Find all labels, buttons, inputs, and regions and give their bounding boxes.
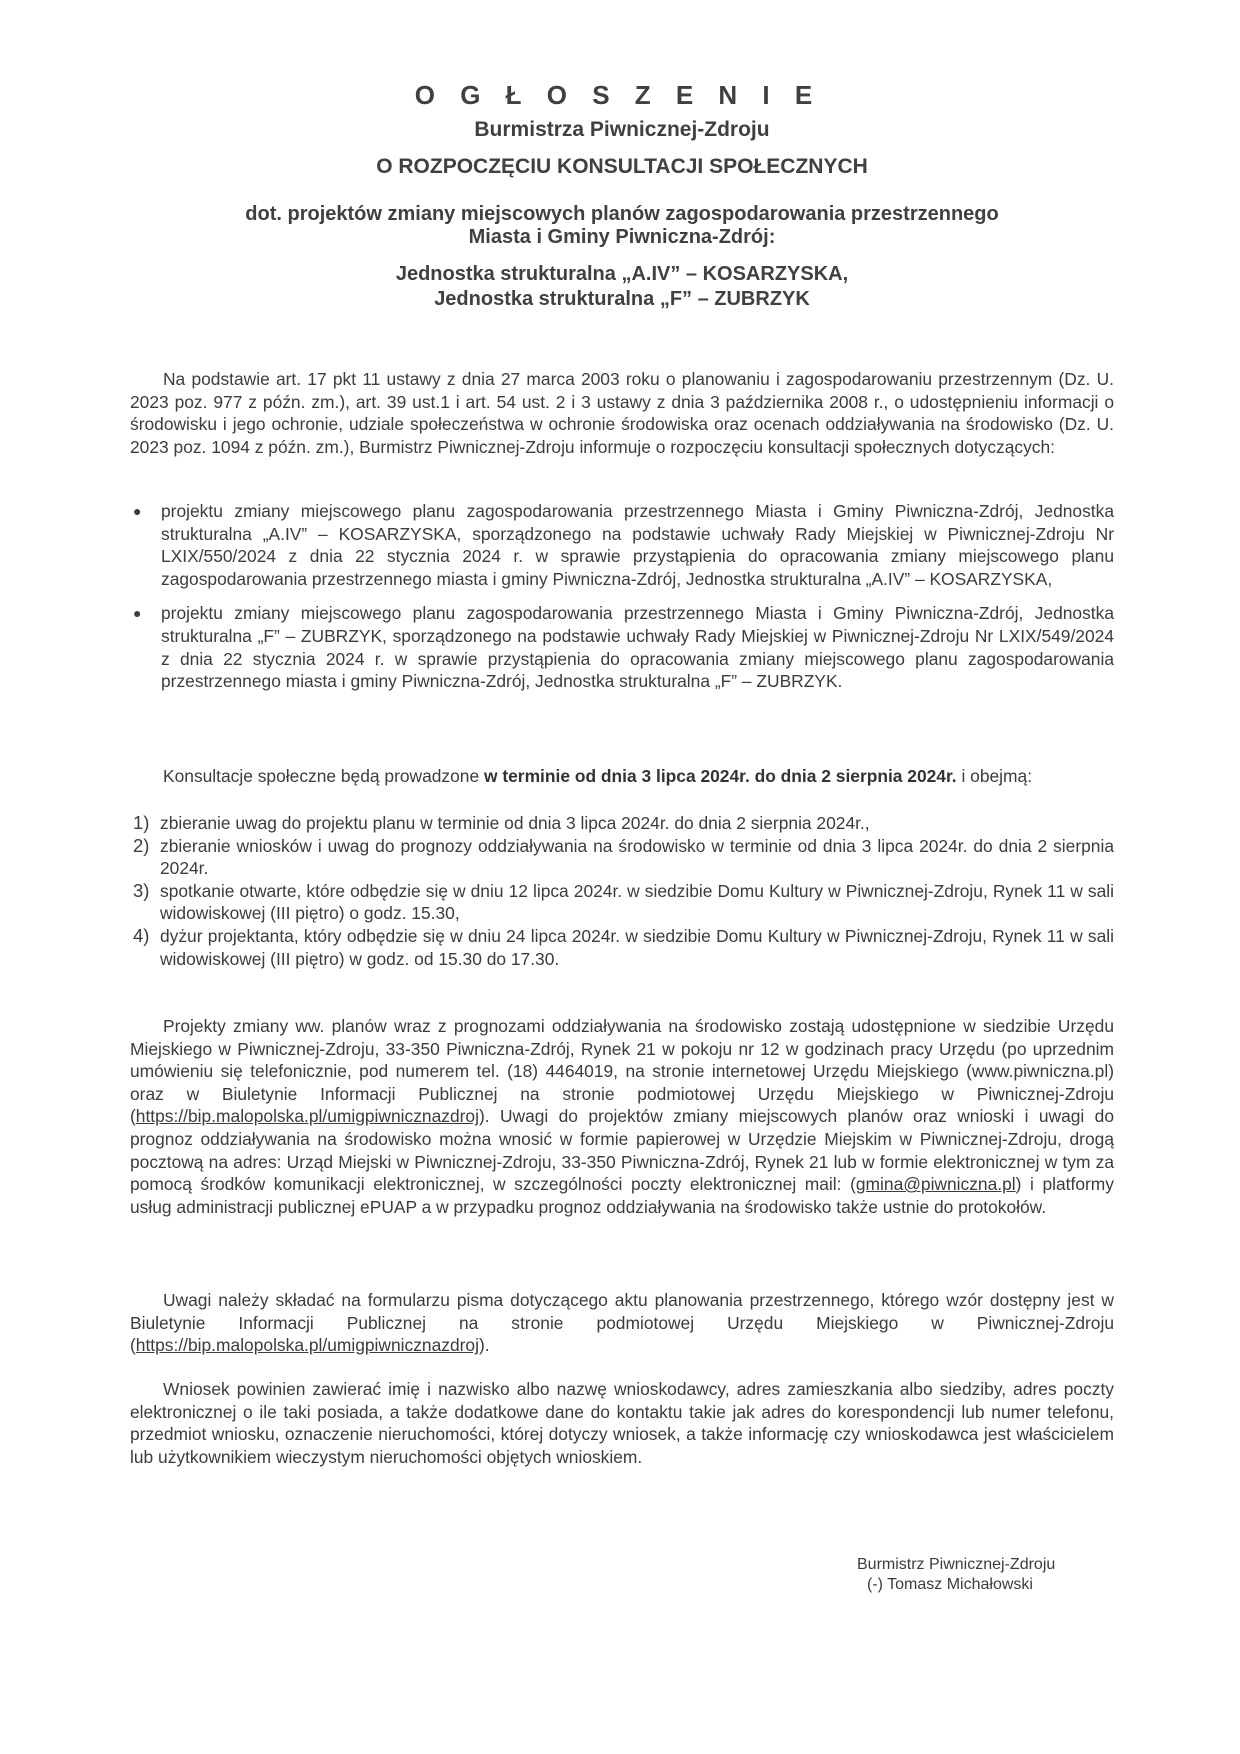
consultation-dates: w terminie od dnia 3 lipca 2024r. do dnia 2 sierpnia 2024r. [483, 766, 957, 786]
regarding-line-1: dot. projektów zmiany miejscowych planów zagospodarowania przestrzennego [245, 203, 999, 225]
item-text: dyżur projektanta, który odbędzie się w dniu 24 lipca 2024r. w siedzibie Domu Kultury w Piwnicznej-Zdroju, Rynek 11 w sali widowiskowej (III piętro) w godz. od 15.30 do 17.30. [160, 925, 1114, 969]
email-link[interactable]: gmina@piwniczna.pl [855, 1174, 1016, 1195]
item-number: 2) [133, 834, 150, 856]
unit-kosarzyska: Jednostka strukturalna „A.IV” – KOSARZYSKA, [395, 263, 849, 285]
numbered-item [130, 812, 1114, 835]
regarding-line-2: Miasta i Gminy Piwniczna-Zdrój: [468, 226, 776, 248]
item-text: zbieranie uwag do projektu planu w terminie od dnia 3 lipca 2024r. do dnia 2 sierpnia 2024r., [160, 813, 870, 833]
numbered-item [130, 880, 1114, 925]
subject-heading: O ROZPOCZĘCIU KONSULTACJI SPOŁECZNYCH [376, 155, 868, 178]
bullet-text: projektu zmiany miejscowego planu zagospodarowania przestrzennego Miasta i Gminy Piwniczna-Zdrój, Jednostka strukturalna „F” – ZUBRZYK, sporządzonego na podstawie uchwały Rady Miejskiej w Piwnicznej-Zdroju Nr LXIX/549/2024 z dnia 22 stycznia 2024 r. w sprawie przystąpienia do opracowania zmiany miejscowego planu zagospodarowania przestrzennego miasta i gminy Piwniczna-Zdrój, Jednostka strukturalna „F” – ZUBRZYK. [161, 603, 1114, 692]
bullet-item [130, 602, 1114, 692]
item-text: spotkanie otwarte, które odbędzie się w dniu 12 lipca 2024r. w siedzibie Domu Kultury w Piwnicznej-Zdroju, Rynek 11 w sali widowiskowej (III piętro) o godz. 15.30, [160, 880, 1114, 924]
structural-units-heading [130, 262, 1114, 312]
bullet-icon: ● [133, 605, 142, 622]
availability-text-1: Projekty zmiany ww. planów wraz z prognozami oddziaływania na środowisko zostają udostępnione w siedzibie Urzędu Miejskiego w Piwnicznej-Zdroju, 33-350 Piwniczna-Zdrój, Rynek 21 w pokoju nr 12 w godzinach pracy Urzędu (po uprzednim umówieniu się telefonicznie, pod numerem tel. (18) 4464019, na stronie internetowej Urzędu Miejskiego (www.piwniczna.pl) oraz w Biuletynie Informacji Publicznej na stronie podmiotowej Urzędu Miejskiego w Piwnicznej-Zdroju ( [130, 1016, 1114, 1127]
item-text: zbieranie wniosków i uwag do prognozy oddziaływania na środowisko w terminie od dnia 3 lipca 2024r. do dnia 2 sierpnia 2024r. [160, 835, 1114, 879]
form-text-2: ). [478, 1335, 490, 1356]
consultation-paragraph [130, 765, 1114, 788]
item-number: 4) [133, 924, 150, 946]
availability-text-3: ) i platformy usług administracji publicznej ePUAP a w przypadku prognoz oddziaływania na środowisko także ustnie do protokołów. [130, 1174, 1114, 1217]
document-title: O G Ł O S Z E N I E [414, 80, 822, 110]
intro-paragraph: Na podstawie art. 17 pkt 11 ustawy z dnia 27 marca 2003 roku o planowaniu i zagospodarowaniu przestrzennym (Dz. U. 2023 poz. 977 z późn. zm.), art. 39 ust.1 i art. 54 ust. 2 i 3 ustawy z dnia 3 października 2008 r., o udostępnieniu informacji o środowisku i jego ochronie, udziale społeczeństwa w ochronie środowiska oraz ocenach oddziaływania na środowisko (Dz. U. 2023 poz. 1094 z późn. zm.), Burmistrz Piwnicznej-Zdroju informuje o rozpoczęciu konsultacji społecznych dotyczących: [130, 369, 1114, 457]
numbered-list [130, 812, 1114, 970]
form-text-1: Uwagi należy składać na formularzu pisma dotyczącego aktu planowania przestrzennego, którego wzór dostępny jest w Biuletynie Informacji Publicznej na stronie podmiotowej Urzędu Miejskiego w Piwnicznej-Zdroju ( [130, 1290, 1114, 1356]
signature-name: (-) Tomasz Michałowski [867, 1576, 1033, 1593]
issuer-heading: Burmistrza Piwnicznej-Zdroju [474, 118, 770, 141]
consultation-prefix: Konsultacje społeczne będą prowadzone [163, 766, 484, 786]
bip-link[interactable]: https://bip.malopolska.pl/umigpiwnicznazdroj [135, 1106, 479, 1127]
signature-title: Burmistrz Piwnicznej-Zdroju [857, 1556, 1056, 1573]
bullet-text: projektu zmiany miejscowego planu zagospodarowania przestrzennego Miasta i Gminy Piwniczna-Zdrój, Jednostka strukturalna „A.IV” – KOSARZYSKA, sporządzonego na podstawie uchwały Rady Miejskiej w Piwnicznej-Zdroju Nr LXIX/550/2024 z dnia 22 stycznia 2024 r. w sprawie przystąpienia do opracowania zmiany miejscowego planu zagospodarowania przestrzennego miasta i gminy Piwniczna-Zdrój, Jednostka strukturalna „A.IV” – KOSARZYSKA, [161, 501, 1114, 589]
bullet-list [130, 500, 1114, 693]
signature-block [857, 1555, 1055, 1595]
availability-text-2: ). Uwagi do projektów zmiany miejscowych planów oraz wnioski i uwagi do prognoz oddziaływania na środowisko można wnosić w formie papierowej w Urzędzie Miejskim w Piwnicznej-Zdroju, drogą pocztową na adres: Urząd Miejski w Piwnicznej-Zdroju, 33-350 Piwniczna-Zdrój, Rynek 21 lub w formie elektronicznej w tym za pomocą środków komunikacji elektronicznej, w szczególności poczty elektronicznej mail: ( [130, 1106, 1114, 1195]
numbered-item [130, 925, 1114, 970]
numbered-item [130, 835, 1114, 880]
form-paragraph [130, 1289, 1114, 1357]
item-number: 3) [133, 879, 150, 901]
bip-form-link[interactable]: https://bip.malopolska.pl/umigpiwnicznazdroj [135, 1335, 479, 1356]
application-paragraph: Wniosek powinien zawierać imię i nazwisko albo nazwę wnioskodawcy, adres zamieszkania albo siedziby, adres poczty elektronicznej o ile taki posiada, a także dodatkowe dane do kontaktu takie jak adres do korespondencji lub numer telefonu, przedmiot wniosku, oznaczenie nieruchomości, której dotyczy wniosek, a także informację czy wnioskodawca jest właścicielem lub użytkownikiem wieczystym nieruchomości objętych wnioskiem. [130, 1379, 1114, 1467]
bullet-item [130, 500, 1114, 590]
regarding-heading [130, 203, 1114, 249]
unit-zubrzyk: Jednostka strukturalna „F” – ZUBRZYK [434, 288, 810, 310]
bullet-icon: ● [133, 503, 142, 519]
consultation-suffix: i obejmą: [956, 766, 1033, 786]
item-number: 1) [133, 812, 150, 833]
availability-paragraph [130, 1015, 1114, 1218]
